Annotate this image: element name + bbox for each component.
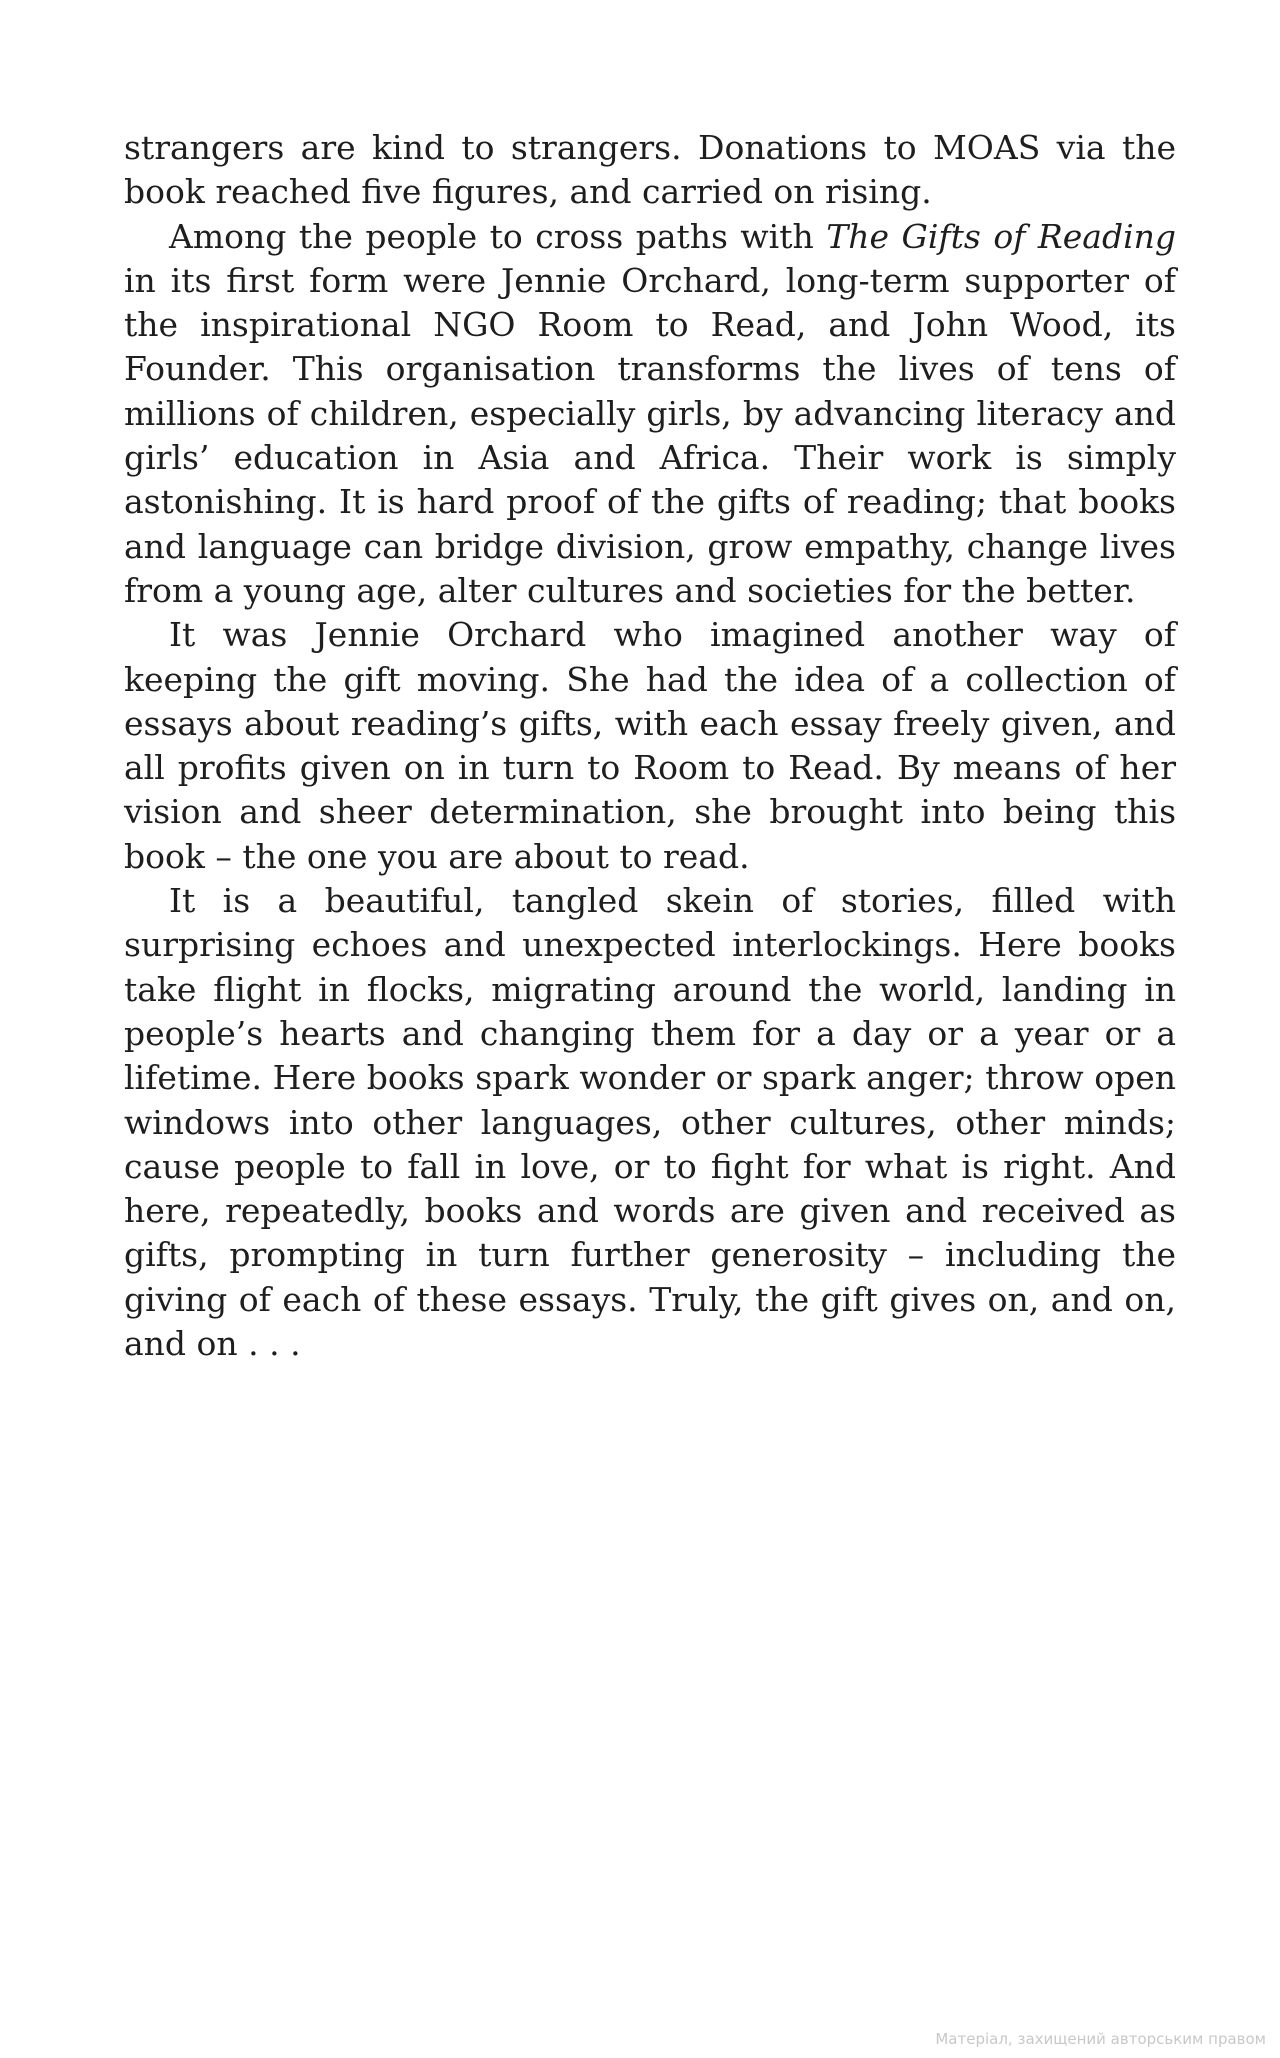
paragraph-3-text: It was Jennie Orchard who imagined another way of keeping the gift moving. She had the idea of a collection of essays about reading’s gifts, with each essay freely given, and all profits given on in turn to Room to Read. By means of her vision and sheer determination, she brought into being this book – the one you are about to read. xyxy=(124,615,1176,876)
body-text xyxy=(124,126,1176,1366)
paragraph-2-text-after: in its first form were Jennie Orchard, long-term supporter of the inspirational NGO Room to Read, and John Wood, its Founder. This organisation transforms the lives of tens of millions of children, especially girls, by advancing literacy and girls’ education in Asia and Africa. Their work is simply astonishing. It is hard proof of the gifts of reading; that books and language can bridge division, grow empathy, change lives from a young age, alter cultures and societies for the better. xyxy=(124,260,1176,610)
paragraph-4-text: It is a beautiful, tangled skein of stories, filled with surprising echoes and unexpected interlockings. Here books take flight in flocks, migrating around the world, landing in people’s hearts and changing them for a day or a year or a lifetime. Here books spark wonder or spark anger; throw open windows into other languages, other cultures, other minds; cause people to fall in love, or to fight for what is right. And here, repeatedly, books and words are given and received as gifts, prompting in turn further generosity – including the giving of each of these essays. Truly, the gift gives on, and on, and on . . . xyxy=(124,881,1176,1364)
copyright-watermark: Матеріал, захищений авторським правом xyxy=(935,2030,1266,2048)
paragraph-1 xyxy=(124,126,1176,215)
paragraph-2-text-before: Among the people to cross paths with xyxy=(169,216,827,256)
paragraph-3 xyxy=(124,613,1176,879)
paragraph-4 xyxy=(124,879,1176,1366)
paragraph-2 xyxy=(124,215,1176,614)
book-title-italic: The Gifts of Reading xyxy=(826,216,1176,256)
paragraph-1-text: strangers are kind to strangers. Donations to MOAS via the book reached five figures, and carried on rising. xyxy=(124,128,1176,212)
